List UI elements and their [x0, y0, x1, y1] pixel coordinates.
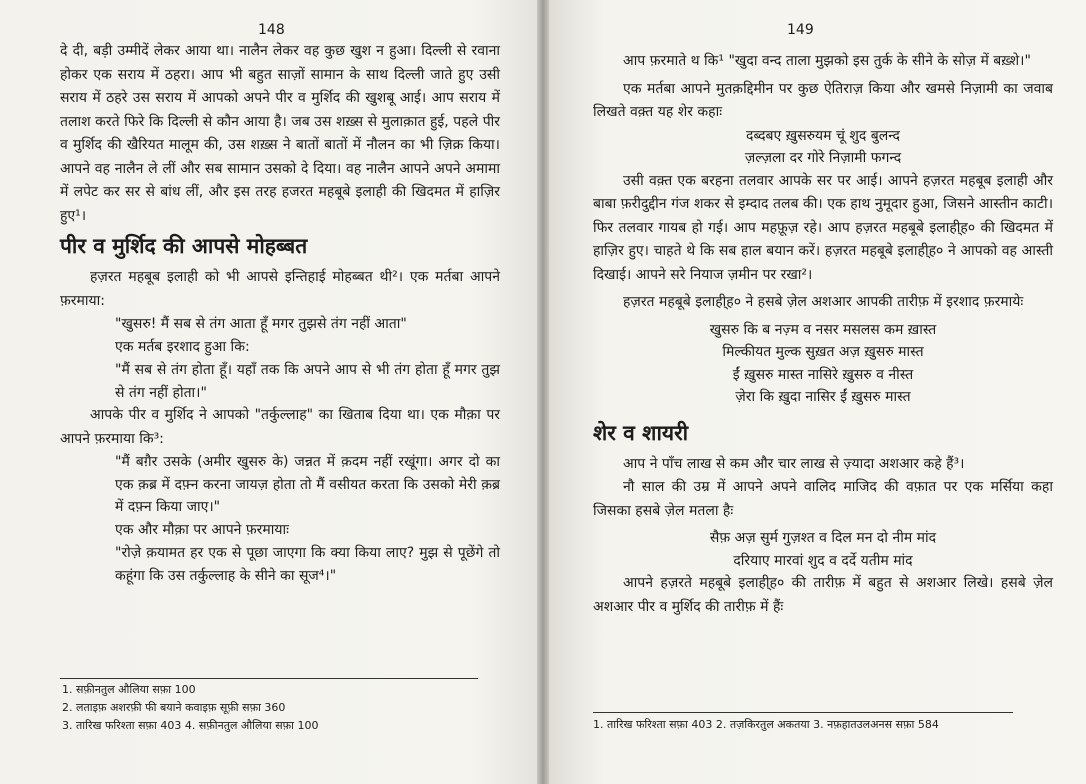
- section-heading: पीर व मुर्शिद की आपसे मोहब्बत: [60, 234, 308, 258]
- paragraph: हज़रत महबूब इलाही को भी आपसे इन्तिहाई मोहब्बत थी²। एक मर्तबा आपने फ़रमाया:: [60, 269, 500, 309]
- verse-line: दब्दबए ख़ुसरुयम चूं शुद बुलन्द: [746, 127, 900, 144]
- verse-line: खुसरु कि ब नज़्म व नसर मसलस कम ख़ास्त: [709, 321, 937, 338]
- quote: "खुसरु! मैं सब से तंग आता हूँ मगर तुझसे तंग नहीं आता": [115, 316, 407, 332]
- quote: "मैं बग़ैर उसके (अमीर खुसरु के) जन्नत में क़दम नहीं रखूंगा। अगर दो का एक क़ब्र में दफ़्न करना जायज़ होता तो मैं वसीयत करता कि उसको मेरी क़ब्र में दफ़्न किया जाए।": [115, 454, 500, 515]
- book-gutter: [537, 0, 549, 784]
- paragraph: एक मर्तबा आपने मुतक़द्दिमीन पर कुछ ऐतिराज़ किया और खमसे निज़ामी का जवाब लिखते वक़्त यह शेर कहाः: [593, 80, 1053, 120]
- footnote: 1. तारिख फरिश्ता सफ़ा 403 2. तज़किरतुल अकतया 3. नफ़हातउलअनस सफ़ा 584: [593, 718, 939, 731]
- section-heading: शेर व शायरी: [593, 420, 689, 445]
- paragraph: आपने हज़रते महबूबे इलाही्ह० की तारीफ़ में बहुत से अशआर लिखे। हसबे ज़ेल अशआर पीर व मुर्शिद की तारीफ़ में हैंः: [593, 575, 1053, 615]
- paragraph: आपके पीर व मुर्शिद ने आपको "तर्कुल्लाह" का खिताब दिया था। एक मौक़ा पर आपने फ़रमाया कि³:: [60, 407, 500, 447]
- paragraph: एक मर्तब इरशाद हुआ कि:: [115, 338, 250, 355]
- verse-line: ज़ल्ज़ला दर गोरे निज़ामी फगन्द: [744, 150, 902, 166]
- page-number: 148: [258, 22, 285, 38]
- paragraph: आप ने पाँच लाख से कम और चार लाख से ज़्यादा अशआर कहे हैं³।: [623, 455, 965, 472]
- paragraph: दे दी, बड़ी उम्मीदें लेकर आया था। नालैन लेकर वह कुछ खुश न हुआ। दिल्ली से रवाना होकर एक सराय में ठहरा। आप भी बहुत साज़ों सामान के साथ दिल्ली जाते हुए उसी सराय में ठहरे उस सराय में आपको अपने पीर व मुर्शिद की खुशबू आई। आप सराय में तलाश करते फिरे कि दिल्ली से कौन आया है। जब उस शख़्स से मुलाक़ात हुई, पहले पीर व मुर्शिद की खैरियत मालूम की, उस शख़्स ने बातों बातों में नौलन का भी ज़िक्र किया। आपने वह नालैन ले लीं और सब सामान उसको दे दिया। वह नालैन आपने अपने अमामा में लपेट कर सर से बांध लीं, और इस तरह हजरत महबूबे इलाही की खिदमत में हाज़िर हुए¹।: [60, 43, 500, 224]
- quote-block: [115, 451, 500, 519]
- footnotes: [62, 681, 492, 735]
- verse-line: दरियाए मारवां शुद व दर्दे यतीम मांद: [733, 552, 913, 569]
- quote-block: [115, 359, 500, 404]
- footnotes: [593, 716, 1053, 734]
- paragraph: हज़रत महबूबे इलाही्ह० ने हसबे ज़ेल अशआर आपकी तारीफ़ में इरशाद फ़रमायेः: [623, 294, 1024, 310]
- verse-line: ईं ख़ुसरु मास्त नासिरे ख़ुसरु व नीस्त: [732, 366, 914, 383]
- footnote-divider: [593, 712, 1013, 713]
- footnote: 3. तारिख फरिश्ता सफ़ा 403 4. सफ़ीनतुल औलिया सफ़ा 100: [62, 719, 319, 732]
- verse-block: [593, 527, 1053, 572]
- verse-line: मिल्कीयत मुल्क सुख़त अज़ ख़ुसरु मास्त: [722, 344, 924, 360]
- verse-block: [593, 125, 1053, 170]
- paragraph: नौ साल की उम्र में आपने अपने वालिद माजिद की वफ़ात पर एक मर्सिया कहा जिसका हसबे ज़ेल मतला हैः: [593, 479, 1053, 519]
- footnote-divider: [60, 678, 478, 679]
- footnote: 2. लताइफ़ अशरफ़ी फी बयाने कवाइफ़ सूफ़ी सफ़ा 360: [62, 701, 286, 714]
- page-number: 149: [787, 22, 814, 38]
- verse-line: सैफ़ अज़ सुर्म गुज़श्त व दिल मन दो नीम मांद: [709, 530, 937, 546]
- left-page-body: [60, 40, 500, 587]
- quote-block: [115, 313, 500, 336]
- paragraph: आप फ़रमाते थ कि¹ "खुदा वन्द ताला मुझको इस तुर्क के सीने के सोज़ में बख़्शे।": [623, 53, 1031, 69]
- right-page-body: [593, 50, 1053, 619]
- left-page: [0, 0, 537, 784]
- right-page: [549, 0, 1086, 784]
- footnote: 1. सफ़ीनतुल औलिया सफ़ा 100: [62, 683, 196, 696]
- verse-line: ज़ेरा कि ख़ुदा नासिर ईं ख़ुसरु मास्त: [735, 389, 911, 405]
- quote: "रोज़े क़यामत हर एक से पूछा जाएगा कि क्या किया लाए? मुझ से पूछेंगे तो कहूंगा कि उस तर्कुल्लाह के सीने का सूज⁴।": [115, 545, 500, 584]
- paragraph: एक और मौक़ा पर आपने फ़रमायाः: [115, 521, 289, 538]
- paragraph: उसी वक़्त एक बरहना तलवार आपके सर पर आई। आपने हज़रत महबूब इलाही और बाबा फ़रीदुद्दीन गंज शकर से इम्दाद तलब की। एक हाथ नुमूदार हुआ, जिसने आस्तीन काटी। फिर तलवार गायब हो गई। आप महफ़ूज़ रहे। आप हज़रत महबूबे इलाही्ह० की खिदमत में हाज़िर हुए। चाहते थे कि सब हाल बयान करें। हज़रत महबूबे इलाही्ह० ने आपको वह आस्ती दिखाई। आपने सरे नियाज ज़मीन पर रखा²।: [593, 172, 1053, 283]
- verse-block: [593, 319, 1053, 409]
- quote-block: [115, 542, 500, 587]
- quote: "मैं सब से तंग होता हूँ। यहाँ तक कि अपने आप से भी तंग होता हूँ मगर तुझ से तंग नहीं होता।": [115, 362, 500, 401]
